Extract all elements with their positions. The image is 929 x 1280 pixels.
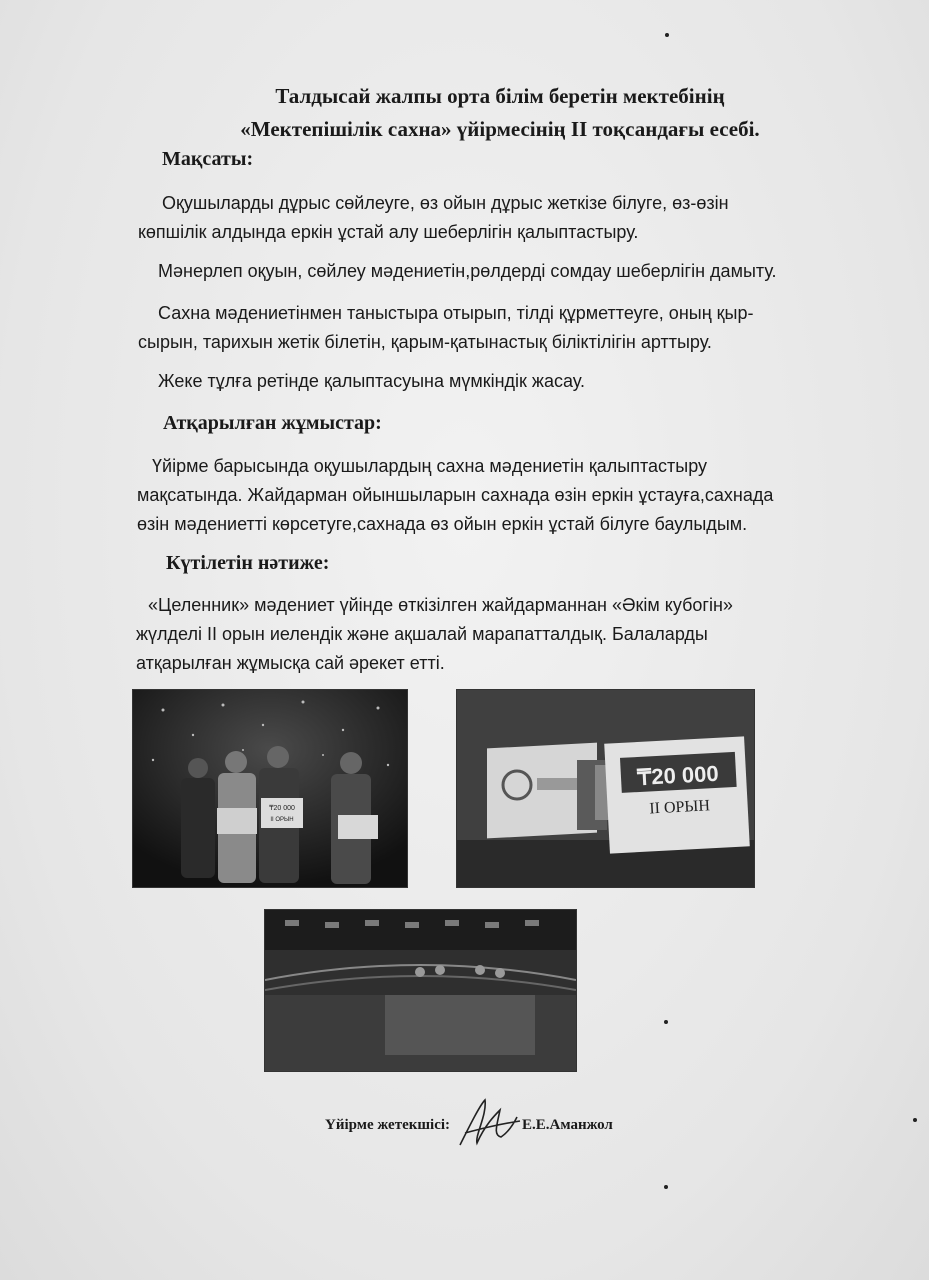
result-paragraph: «Целенник» мәдениет үйінде өткізілген жайдарманнан «Әкім кубогін» жүлделі II орын иелендік және ақшалай марапатталдық. Балаларды атқарылған жұмысқа сай әрекет етті.: [136, 595, 733, 673]
work-paragraph: Үйірме барысында оқушылардың сахна мәдениетін қалыптастыру мақсатында. Жайдарман ойыншыларын сахнада өзін еркін ұстауға,сахнада өзін мәдениетті көрсетуге,сахнада өз ойын еркін ұстай білуге баулыдым.: [137, 456, 774, 534]
scan-speck: [664, 1020, 668, 1024]
signature-name: Е.Е.Аманжол: [522, 1117, 613, 1133]
photo1-sign-amount: ₸20 000: [269, 805, 295, 812]
photo2-sign-place: II ОРЫН: [648, 797, 711, 818]
goals-heading: Мақсаты:: [162, 148, 254, 170]
work-heading: Атқарылған жұмыстар:: [163, 412, 382, 434]
scan-speck: [913, 1118, 917, 1122]
scan-speck: [665, 33, 669, 37]
photo2-sign-amount: ₸20 000: [636, 760, 720, 791]
report-title-line1: Талдысай жалпы орта білім беретін мектебінің: [275, 84, 725, 108]
signature-label: Үйірме жетекшісі:: [325, 1117, 451, 1133]
photo-stage-group: [132, 689, 408, 888]
goal-paragraph-1: Оқушыларды дұрыс сөйлеуге, өз ойын дұрыс жеткізе білуге, өз-өзін көпшілік алдында еркін ұстай алу шеберлігін қалыптастыру.: [138, 193, 729, 242]
photo-award-certificate: [456, 689, 755, 888]
result-heading: Күтілетін нәтиже:: [166, 552, 330, 574]
signature-row: [325, 1117, 450, 1134]
goal-paragraph-4: Жеке тұлға ретінде қалыптасуына мүмкіндік жасау.: [158, 371, 585, 391]
scan-speck: [664, 1185, 668, 1189]
goal-paragraph-3: Сахна мәдениетінмен таныстыра отырып, тілді құрметтеуге, оның қыр-сырын, тарихын жетік білетін, қарым-қатынастық біліктілігін арттыру.: [138, 303, 754, 352]
report-title-line2: «Мектепішілік сахна» үйірмесінің II тоқсандағы есебі.: [240, 117, 760, 141]
photo-auditorium: [264, 909, 577, 1072]
handwritten-signature: [455, 1095, 525, 1153]
goal-paragraph-2: Мәнерлеп оқуын, сөйлеу мәдениетін,рөлдерді сомдау шеберлігін дамыту.: [158, 261, 777, 281]
photo1-sign-place: II ОРЫН: [270, 817, 294, 823]
